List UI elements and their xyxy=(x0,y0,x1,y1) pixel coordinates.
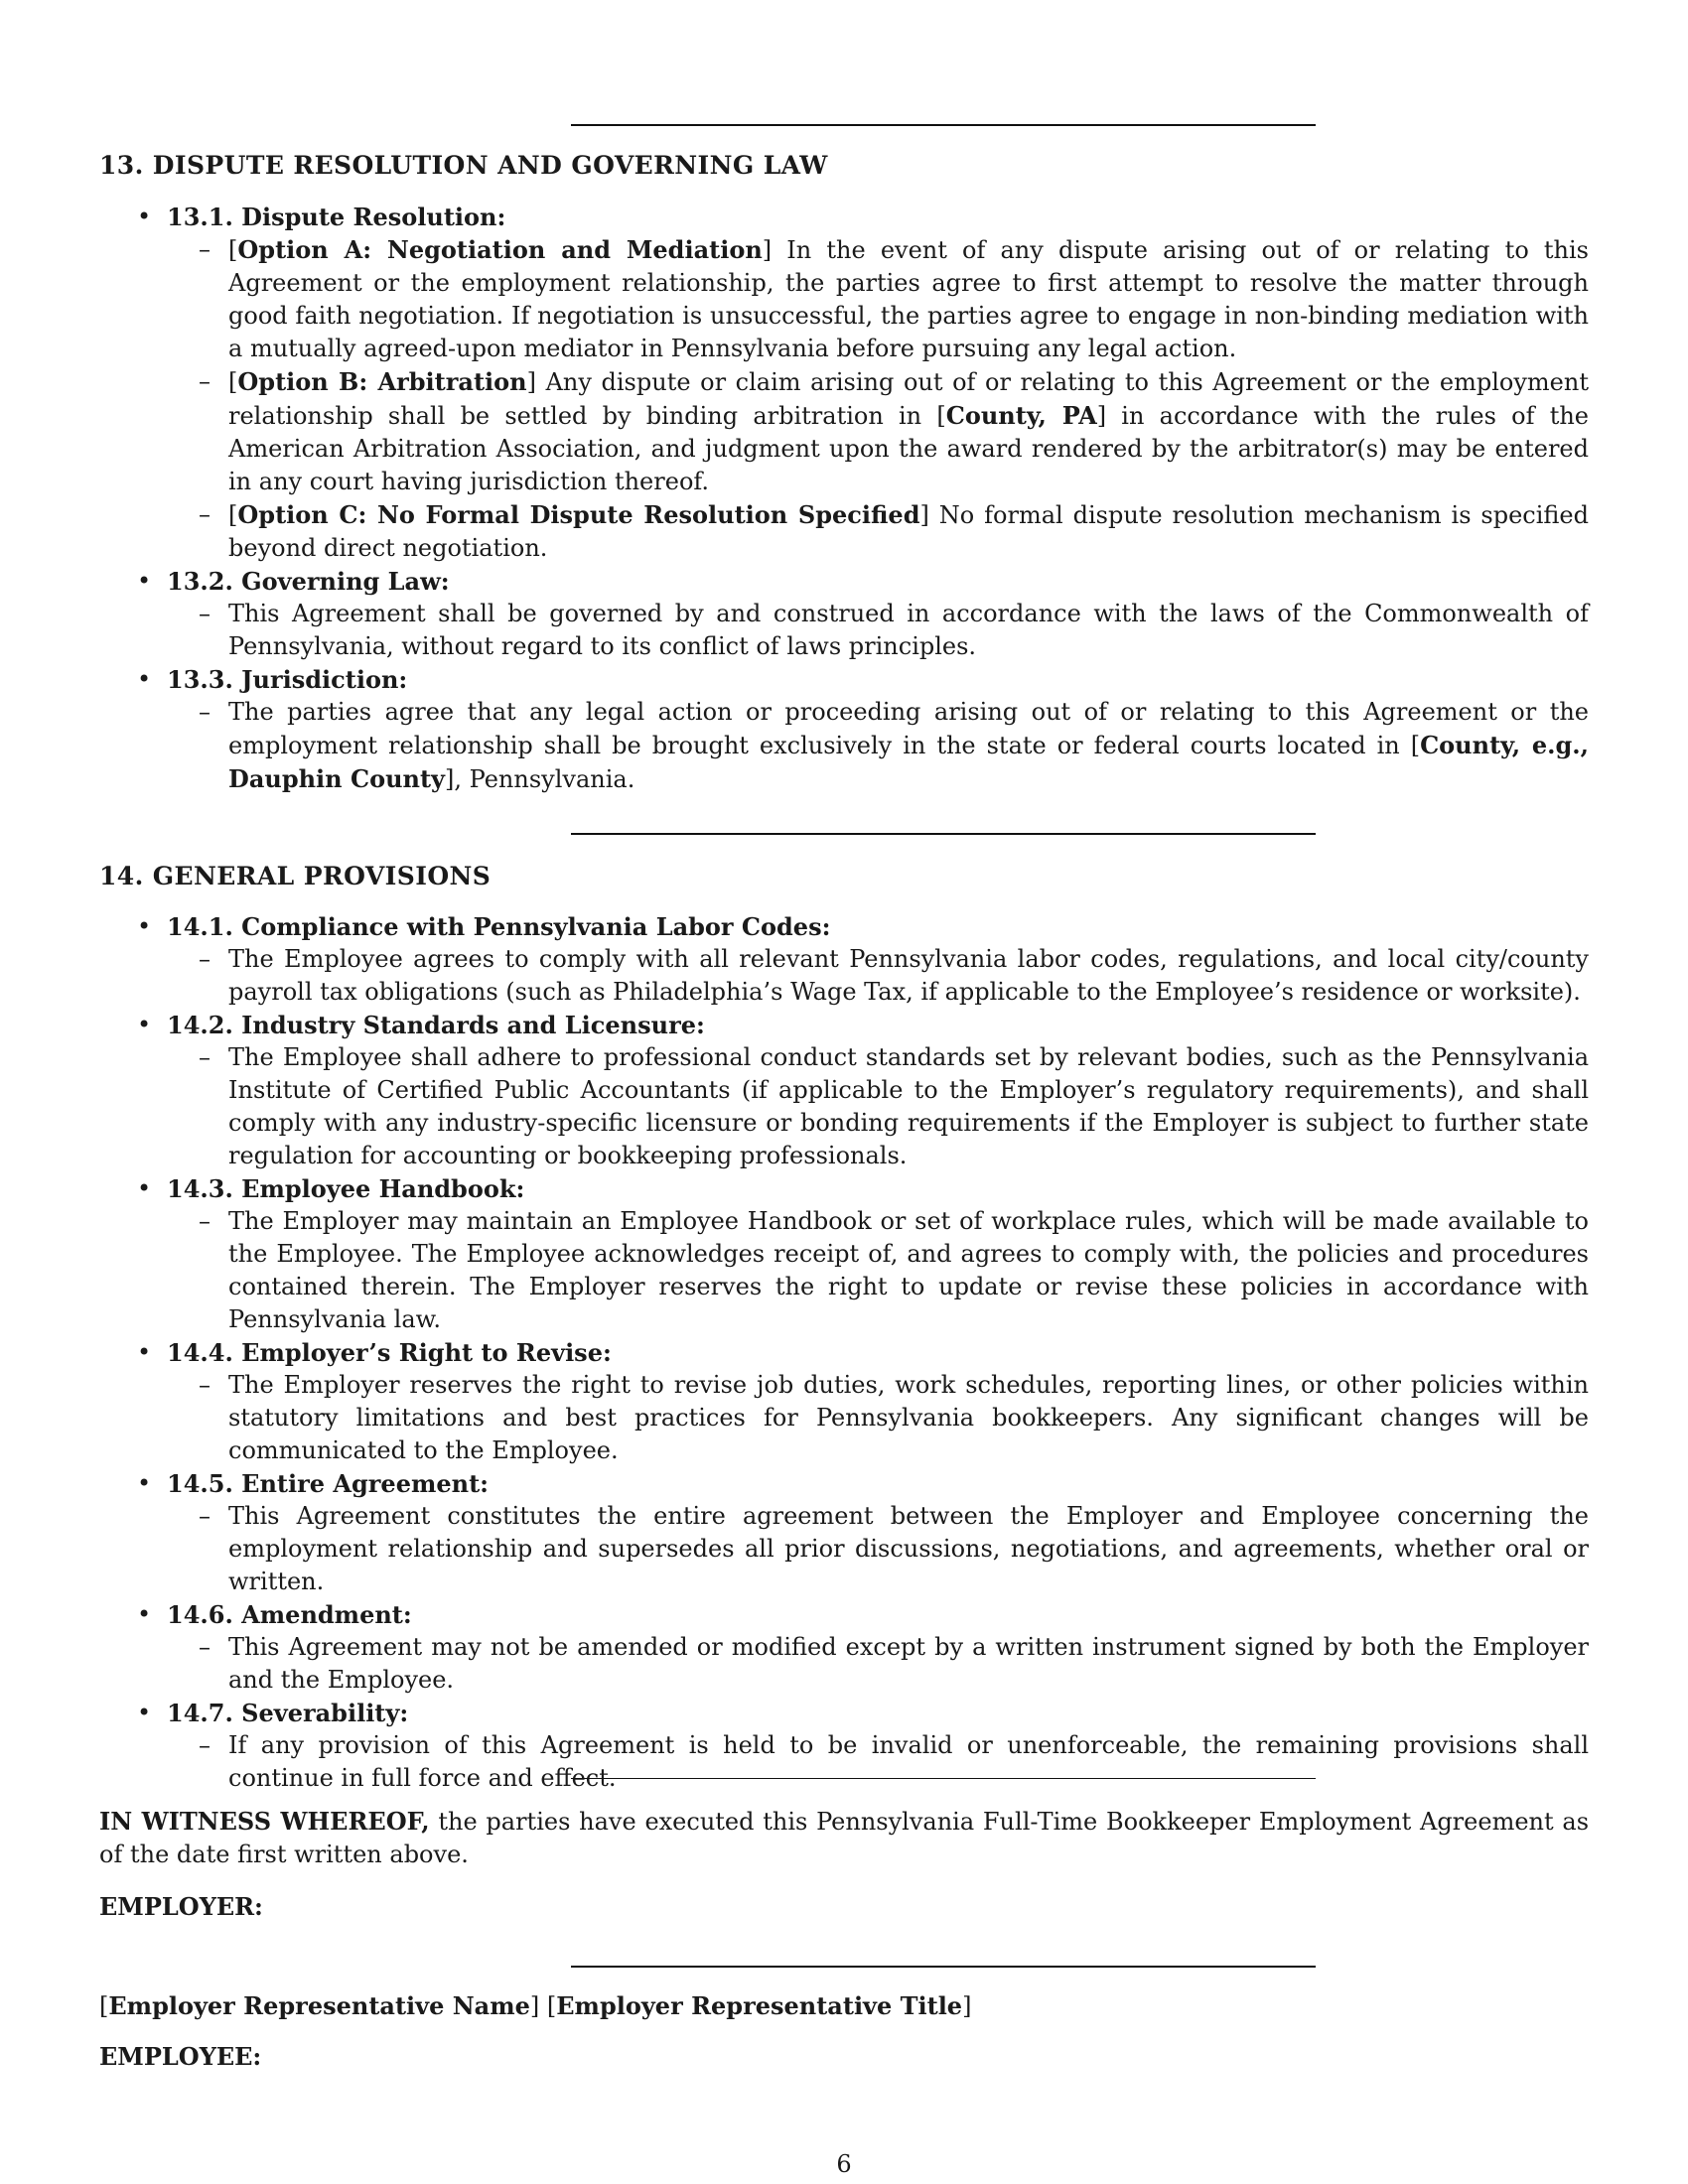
employer-representative: [Employer Representative Name] [Employer Representative Title] xyxy=(99,1991,972,2020)
document-page xyxy=(99,0,1589,2184)
subsection-label: 14.3. Employee Handbook: xyxy=(167,1174,525,1203)
dash-icon: – xyxy=(199,1207,211,1235)
section-14-body xyxy=(99,910,1589,1795)
subsection-14-1 xyxy=(99,910,1589,943)
employee-label: EMPLOYEE: xyxy=(99,2042,262,2071)
subsection-label: 14.5. Entire Agreement: xyxy=(167,1469,490,1498)
provision-item: – The Employer may maintain an Employee Handbook or set of workplace rules, which will be made available to the Employee. The Employee acknowledges receipt of, and agrees to comply with, the policies and procedures contained therein. The Employer reserves the right to update or revise these policies in accordance with Pennsylvania law. xyxy=(199,1207,1589,1333)
section-divider xyxy=(571,1778,1316,1779)
subsection-14-6 xyxy=(99,1598,1589,1631)
employer-rep-name: Employer Representative Name xyxy=(108,1991,530,2020)
subsection-14-3 xyxy=(99,1172,1589,1205)
option-c-item: – [Option C: No Formal Dispute Resolution Specified] No formal dispute resolution mechanism is specified beyond direct negotiation. xyxy=(199,500,1589,562)
option-b-item: – [Option B: Arbitration] Any dispute or claim arising out of or relating to this Agreement or the employment relationship shall be settled by binding arbitration in [County, PA] in accordance with the rules of the American Arbitration Association, and judgment upon the award rendered by the arbitrator(s) may be entered in any court having jurisdiction thereof. xyxy=(199,367,1589,495)
provision-item: – The Employer reserves the right to revise job duties, work schedules, reporting lines, or other policies within statutory limitations and best practices for Pennsylvania bookkeepers. Any significant changes will be communicated to the Employee. xyxy=(199,1371,1589,1464)
county-placeholder: County, e.g., Dauphin County xyxy=(228,731,1589,793)
witness-lead: IN WITNESS WHEREOF, xyxy=(99,1807,430,1836)
bullet-icon: • xyxy=(137,1174,152,1202)
provision-item: – This Agreement constitutes the entire agreement between the Employer and Employee concerning the employment relationship and supersedes all prior discussions, negotiations, and agreements, whether oral or written. xyxy=(199,1502,1589,1595)
county-placeholder: County, PA xyxy=(945,401,1097,430)
provision-item: – The Employee shall adhere to professional conduct standards set by relevant bodies, such as the Pennsylvania Institute of Certified Public Accountants (if applicable to the Employer’s regulatory requirements), and shall comply with any industry-specific licensure or bonding requirements if the Employer is subject to further state regulation for accounting or bookkeeping professionals. xyxy=(199,1043,1589,1169)
subsection-13-3 xyxy=(99,663,1589,696)
dash-icon: – xyxy=(199,1371,211,1399)
bullet-icon: • xyxy=(137,1699,152,1726)
page-number: 6 xyxy=(836,2150,852,2178)
subsection-13-1 xyxy=(99,201,1589,233)
bullet-icon: • xyxy=(137,912,152,940)
subsection-13-2 xyxy=(99,565,1589,598)
option-a-item: – [Option A: Negotiation and Mediation] In the event of any dispute arising out of or relating to this Agreement or the employment relationship, the parties agree to first attempt to resolve the matter through good faith negotiation. If negotiation is unsuccessful, the parties agree to engage in non-binding mediation with a mutually agreed-upon mediator in Pennsylvania before pursuing any legal action. xyxy=(199,235,1589,362)
bullet-icon: • xyxy=(137,1600,152,1628)
option-c-text: No formal dispute resolution mechanism is specified beyond direct negotiation. xyxy=(228,501,1589,562)
subsection-label: 14.1. Compliance with Pennsylvania Labor Codes: xyxy=(167,912,831,941)
dash-icon: – xyxy=(199,945,211,973)
dash-icon: – xyxy=(199,698,211,726)
dash-icon: – xyxy=(199,500,211,528)
dash-icon: – xyxy=(199,1043,211,1071)
subsection-label: 14.6. Amendment: xyxy=(167,1600,412,1629)
dash-icon: – xyxy=(199,1731,211,1759)
dash-icon: – xyxy=(199,235,211,263)
governing-law-item: – This Agreement shall be governed by and construed in accordance with the laws of the Commonwealth of Pennsylvania, without regard to its conflict of laws principles. xyxy=(199,600,1589,660)
bullet-icon: • xyxy=(137,1338,152,1366)
section-divider xyxy=(571,833,1316,835)
option-b-name: Option B: Arbitration xyxy=(237,367,527,396)
option-c-name: Option C: No Formal Dispute Resolution Specified xyxy=(237,500,920,529)
witness-paragraph: IN WITNESS WHEREOF, the parties have executed this Pennsylvania Full-Time Bookkeeper Employment Agreement as of the date first written above. xyxy=(99,1807,1590,1868)
dash-icon: – xyxy=(199,1633,211,1661)
subsection-14-2 xyxy=(99,1009,1589,1041)
option-a-name: Option A: Negotiation and Mediation xyxy=(237,235,763,264)
subsection-14-5 xyxy=(99,1467,1589,1500)
subsection-label: 14.7. Severability: xyxy=(167,1699,409,1727)
subsection-label: 13.1. Dispute Resolution: xyxy=(167,203,506,231)
bullet-icon: • xyxy=(137,567,152,595)
subsection-label: 13.3. Jurisdiction: xyxy=(167,665,408,694)
bullet-icon: • xyxy=(137,203,152,230)
option-b-text: Any dispute or claim arising out of or relating to this Agreement or the employment relationship shall be settled by binding arbitration in xyxy=(228,368,1589,430)
jurisdiction-item: – The parties agree that any legal action or proceeding arising out of or relating to this Agreement or the employment relationship shall be brought exclusively in the state or federal courts located in [County, e.g., Dauphin County], Pennsylvania. xyxy=(199,698,1589,793)
section-13-title: 13. DISPUTE RESOLUTION AND GOVERNING LAW xyxy=(99,151,828,180)
provision-item: – This Agreement may not be amended or modified except by a written instrument signed by both the Employer and the Employee. xyxy=(199,1633,1589,1694)
provision-item: – The Employee agrees to comply with all relevant Pennsylvania labor codes, regulations, and local city/county payroll tax obligations (such as Philadelphia’s Wage Tax, if applicable to the Employee’s residence or worksite). xyxy=(199,945,1589,1006)
subsection-14-4 xyxy=(99,1336,1589,1369)
subsection-14-7 xyxy=(99,1697,1589,1729)
section-divider xyxy=(571,124,1316,126)
dash-icon: – xyxy=(199,600,211,627)
section-13-body xyxy=(99,201,1589,796)
bullet-icon: • xyxy=(137,1469,152,1497)
subsection-label: 14.4. Employer’s Right to Revise: xyxy=(167,1338,612,1367)
dash-icon: – xyxy=(199,1502,211,1530)
dash-icon: – xyxy=(199,367,211,395)
bullet-icon: • xyxy=(137,665,152,693)
subsection-label: 13.2. Governing Law: xyxy=(167,567,450,596)
employer-label: EMPLOYER: xyxy=(99,1892,263,1921)
section-14-title: 14. GENERAL PROVISIONS xyxy=(99,862,492,890)
provision-item: – If any provision of this Agreement is held to be invalid or unenforceable, the remaining provisions shall continue in full force and effect. xyxy=(199,1731,1589,1792)
option-a-text: In the event of any dispute arising out of or relating to this Agreement or the employment relationship, the parties agree to first attempt to resolve the matter through good faith negotiation. If negotiation is unsuccessful, the parties agree to engage in non-binding mediation with a mutually agreed-upon mediator in Pennsylvania before pursuing any legal action. xyxy=(228,236,1589,362)
employer-signature-line xyxy=(571,1966,1316,1968)
subsection-label: 14.2. Industry Standards and Licensure: xyxy=(167,1011,705,1039)
bullet-icon: • xyxy=(137,1011,152,1038)
employer-rep-title: Employer Representative Title xyxy=(556,1991,963,2020)
